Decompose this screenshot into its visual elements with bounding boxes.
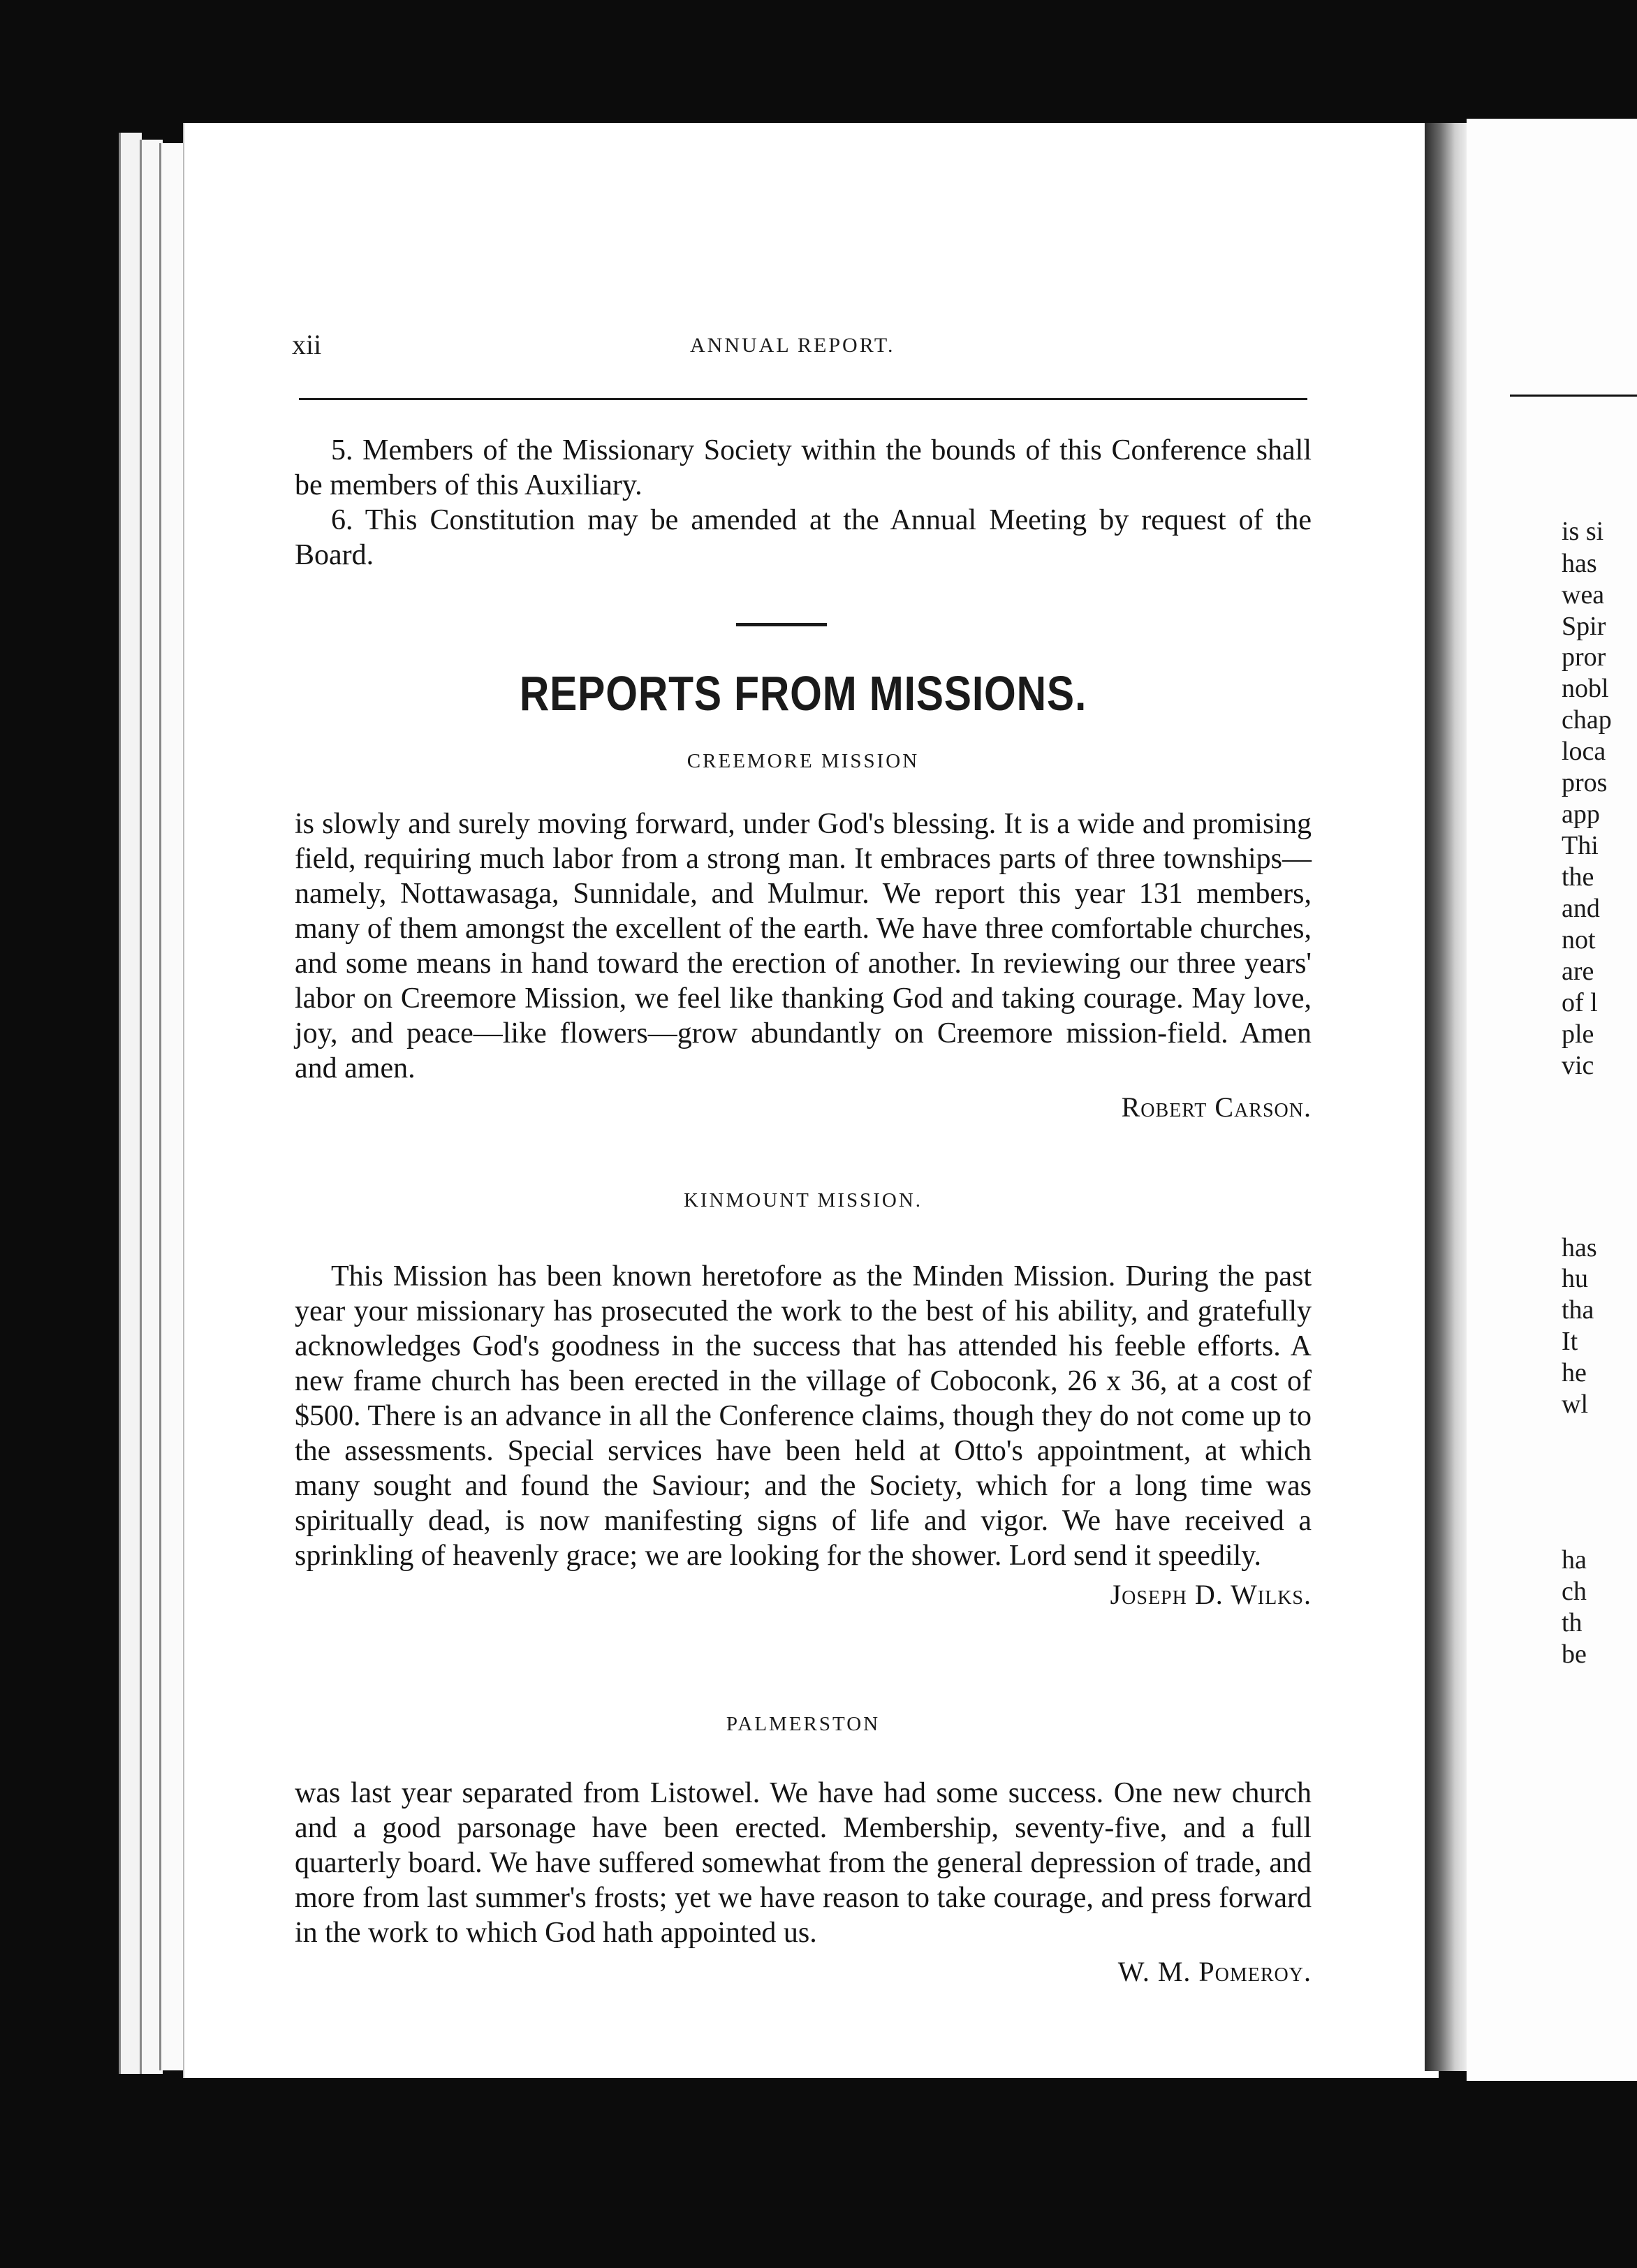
facing-page-line: he	[1562, 1358, 1587, 1387]
page-title: REPORTS FROM MISSIONS.	[519, 666, 1087, 721]
facing-page-line: Spir	[1562, 612, 1606, 641]
page-stack-edge	[119, 133, 142, 2074]
facing-page-rule	[1510, 395, 1637, 397]
facing-page-line: is si	[1562, 517, 1604, 546]
facing-page-line: pror	[1562, 642, 1606, 672]
facing-page-line: pros	[1562, 768, 1608, 797]
facing-page-line: ch	[1562, 1577, 1587, 1606]
header-rule	[299, 398, 1307, 400]
section-divider	[736, 623, 827, 626]
facing-page-line: th	[1562, 1608, 1583, 1637]
facing-page-line: ple	[1562, 1019, 1594, 1049]
palmerston-paragraph: was last year separated from Listowel. We have had some success. One new church and a good parsonage have been erected. Membership, seventy-five, and a full quarterly board. We have suffered somewhat from the general depression of trade, and more from last summer's frosts; yet we have reason to take courage, and press forward in the work to which God hath appointed us.	[295, 1777, 1312, 1949]
facing-page-line: tha	[1562, 1295, 1594, 1325]
kinmount-paragraph: This Mission has been known heretofore as the Minden Mission. During the past year your missionary has prosecuted the work to the best of his ability, and gratefully acknowledges God's goodness in the success that has attended his feeble efforts. A new frame church has been erected in the village of Coboconk, 26 x 36, at a cost of $500. There is an advance in all the Conference claims, though they do not come up to the assessments. Special services have been held at Otto's appointment, at which many sought and found the Saviour; and the Society, which for a long time was spiritually dead, is now manifesting signs of life and vigor. We have received a sprinkling of heavenly grace; we are looking for the shower. Lord send it speedily.	[295, 1260, 1312, 1572]
signature-kinmount: Joseph D. Wilks.	[1110, 1579, 1312, 1610]
constitution-articles	[295, 433, 1312, 573]
facing-page-line: ha	[1562, 1545, 1587, 1575]
section-body-palmerston	[295, 1776, 1312, 1992]
facing-page-line: chap	[1562, 705, 1612, 735]
signature-palmerston: W. M. Pomeroy.	[1117, 1956, 1312, 1987]
facing-page-line: not	[1562, 925, 1596, 955]
article-6: 6. This Constitution may be amended at the Annual Meeting by request of the Board.	[295, 504, 1312, 571]
section-body-kinmount	[295, 1259, 1312, 1615]
section-heading-creemore: CREEMORE MISSION	[687, 750, 920, 772]
page-header	[292, 328, 1312, 363]
facing-page-line: the	[1562, 862, 1594, 892]
facing-page-line: loca	[1562, 737, 1606, 766]
facing-page-line: wl	[1562, 1390, 1588, 1419]
book-gutter	[1425, 123, 1468, 2071]
facing-page-line: are	[1562, 957, 1594, 986]
page-number: xii	[292, 329, 322, 360]
facing-page-line: vic	[1562, 1051, 1594, 1080]
running-title: ANNUAL REPORT.	[690, 334, 895, 357]
section-heading-kinmount: KINMOUNT MISSION.	[683, 1189, 923, 1212]
facing-page-line: It	[1562, 1327, 1578, 1356]
section-heading-palmerston: PALMERSTON	[726, 1713, 881, 1735]
signature-creemore: Robert Carson.	[1121, 1091, 1312, 1123]
facing-page-line: wea	[1562, 580, 1605, 610]
facing-page-line: has	[1562, 1233, 1597, 1262]
article-5: 5. Members of the Missionary Society within the bounds of this Conference shall be members of this Auxiliary.	[295, 434, 1312, 501]
facing-page-line: app	[1562, 800, 1600, 829]
facing-page-line: and	[1562, 894, 1600, 923]
creemore-paragraph: is slowly and surely moving forward, under God's blessing. It is a wide and promising field, requiring much labor from a strong man. It embraces parts of three townships—namely, Nottawasaga, Sunnidale, and Mulmur. We report this year 131 members, many of them amongst the excellent of the earth. We have three comfortable churches, and some means in hand toward the erection of another. In reviewing our three years' labor on Creemore Mission, we feel like thanking God and taking courage. May love, joy, and peace—like flowers—grow abundantly on Creemore mission-field. Amen and amen.	[295, 808, 1312, 1084]
facing-page-line: be	[1562, 1640, 1587, 1669]
facing-page-line: Thi	[1562, 831, 1599, 860]
section-body-creemore	[295, 807, 1312, 1128]
facing-page-line: has	[1562, 549, 1597, 578]
facing-page-line: nobl	[1562, 674, 1609, 703]
facing-page	[1467, 119, 1637, 2081]
facing-page-line: of l	[1562, 988, 1598, 1017]
facing-page-line: hu	[1562, 1264, 1588, 1293]
